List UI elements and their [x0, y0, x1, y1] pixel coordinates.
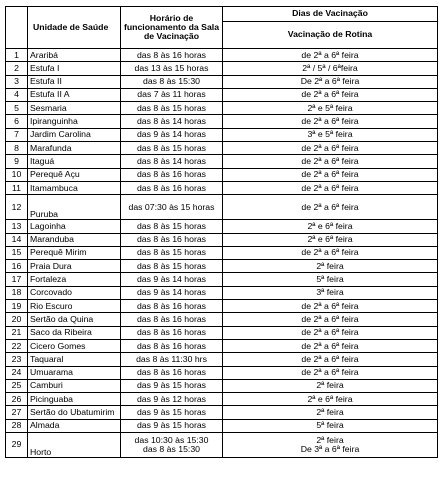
unit-name: Sesmaria — [28, 102, 121, 115]
table-row — [6, 286, 438, 299]
vaccination-days-line: De 3ª a 6ª feira — [300, 444, 360, 455]
operating-hours: das 8 às 15:30 — [121, 75, 223, 88]
operating-hours: das 8 às 15 horas — [121, 220, 223, 233]
unit-name: Lagoinha — [28, 220, 121, 233]
table-row — [6, 142, 438, 155]
vaccination-days: de 2ª a 6ª feira — [223, 339, 438, 352]
unit-name: Araribá — [28, 49, 121, 62]
operating-hours: das 8 às 16 horas — [121, 181, 223, 194]
vaccination-days: 2ª feira — [223, 406, 438, 419]
vaccination-days: 3ª feira — [223, 286, 438, 299]
row-number: 11 — [6, 181, 28, 194]
vaccination-days: De 2ª a 6ª feira — [223, 75, 438, 88]
vaccination-days: 3ª e 5ª feira — [223, 128, 438, 141]
unit-name: Sertão da Quina — [28, 313, 121, 326]
operating-hours: das 8 às 14 horas — [121, 115, 223, 128]
operating-hours: das 8 às 16 horas — [121, 168, 223, 181]
operating-hours-line: das 8 às 15:30 — [143, 444, 200, 455]
header-days: Vacinação de Rotina — [223, 22, 438, 49]
table-row — [6, 88, 438, 101]
row-number: 26 — [6, 393, 28, 406]
vaccination-days: 2ª feira — [223, 260, 438, 273]
row-number: 15 — [6, 246, 28, 259]
vaccination-days: 2ª feira — [223, 379, 438, 392]
vaccination-days: de 2ª a 6ª feira — [223, 142, 438, 155]
row-number: 1 — [6, 49, 28, 62]
unit-name: Corcovado — [28, 286, 121, 299]
table-row — [6, 273, 438, 286]
operating-hours: das 8 às 16 horas — [121, 326, 223, 339]
vaccination-days: de 2ª a 6ª feira — [223, 313, 438, 326]
unit-name: Praia Dura — [28, 260, 121, 273]
unit-name: Itamambuca — [28, 181, 121, 194]
vaccination-days: de 2ª a 6ª feira — [223, 246, 438, 259]
row-number: 10 — [6, 168, 28, 181]
vaccination-days — [223, 433, 438, 458]
table-row — [6, 128, 438, 141]
vaccination-days: de 2ª a 6ª feira — [223, 168, 438, 181]
table-row — [6, 353, 438, 366]
vaccination-schedule-table — [5, 6, 438, 458]
row-number: 16 — [6, 260, 28, 273]
operating-hours: das 8 às 16 horas — [121, 300, 223, 313]
unit-name: Estufa I — [28, 62, 121, 75]
operating-hours-line: das 10:30 às 15:30 — [134, 434, 209, 445]
operating-hours: das 9 às 14 horas — [121, 273, 223, 286]
row-number: 8 — [6, 142, 28, 155]
unit-name: Perequê Mirim — [28, 246, 121, 259]
row-number: 28 — [6, 419, 28, 432]
table-row — [6, 62, 438, 75]
row-number: 17 — [6, 273, 28, 286]
unit-name: Sertão do Ubatumirim — [28, 406, 121, 419]
operating-hours: das 8 às 15 horas — [121, 142, 223, 155]
vaccination-days: de 2ª a 6ª feira — [223, 195, 438, 220]
row-number: 27 — [6, 406, 28, 419]
table-row — [6, 246, 438, 259]
operating-hours: das 8 às 15 horas — [121, 246, 223, 259]
row-number: 22 — [6, 339, 28, 352]
vaccination-days: de 2ª a 6ª feira — [223, 88, 438, 101]
row-number: 24 — [6, 366, 28, 379]
table-row — [6, 326, 438, 339]
operating-hours: das 8 às 16 horas — [121, 49, 223, 62]
row-number: 6 — [6, 115, 28, 128]
operating-hours: das 9 às 15 horas — [121, 406, 223, 419]
table-row — [6, 195, 438, 220]
operating-hours: das 8 às 15 horas — [121, 102, 223, 115]
operating-hours: das 9 às 15 horas — [121, 419, 223, 432]
table-row — [6, 220, 438, 233]
vaccination-days-line: 2ª feira — [316, 434, 344, 445]
unit-name: Puruba — [28, 195, 121, 220]
unit-name: Ipiranguinha — [28, 115, 121, 128]
operating-hours: das 7 às 11 horas — [121, 88, 223, 101]
unit-name: Horto — [28, 433, 121, 458]
table-row — [6, 406, 438, 419]
operating-hours: das 07:30 às 15 horas — [121, 195, 223, 220]
row-number: 25 — [6, 379, 28, 392]
vaccination-days: 2ª e 6ª feira — [223, 220, 438, 233]
vaccination-days: de 2ª a 6ª feira — [223, 49, 438, 62]
table-row — [6, 419, 438, 432]
operating-hours: das 9 às 15 horas — [121, 379, 223, 392]
table-row — [6, 313, 438, 326]
unit-name: Almada — [28, 419, 121, 432]
unit-name: Cicero Gomes — [28, 339, 121, 352]
table-row — [6, 260, 438, 273]
row-number: 13 — [6, 220, 28, 233]
vaccination-days: 2ª e 6ª feira — [223, 233, 438, 246]
vaccination-days: 2ª e 6ª feira — [223, 393, 438, 406]
unit-name: Taquaral — [28, 353, 121, 366]
vaccination-days: de 2ª a 6ª feira — [223, 353, 438, 366]
vaccination-days: de 2ª a 6ª feira — [223, 366, 438, 379]
table-row — [6, 168, 438, 181]
header-number — [6, 7, 28, 49]
row-number: 23 — [6, 353, 28, 366]
unit-name: Picinguaba — [28, 393, 121, 406]
operating-hours: das 9 às 14 horas — [121, 286, 223, 299]
row-number: 5 — [6, 102, 28, 115]
table-row — [6, 379, 438, 392]
unit-name: Estufa II A — [28, 88, 121, 101]
unit-name: Marafunda — [28, 142, 121, 155]
unit-name: Umuarama — [28, 366, 121, 379]
table-row — [6, 75, 438, 88]
unit-name: Maranduba — [28, 233, 121, 246]
unit-name: Rio Escuro — [28, 300, 121, 313]
table-row — [6, 300, 438, 313]
table-row — [6, 339, 438, 352]
unit-name: Estufa II — [28, 75, 121, 88]
vaccination-days: de 2ª a 6ª feira — [223, 155, 438, 168]
header-days-group: Dias de Vacinação — [223, 7, 438, 22]
header-hours: Horário de funcionamento da Sala de Vacinação — [121, 7, 223, 49]
vaccination-days: de 2ª a 6ª feira — [223, 115, 438, 128]
row-number: 14 — [6, 233, 28, 246]
unit-name: Itaguá — [28, 155, 121, 168]
table-row — [6, 233, 438, 246]
unit-name: Camburi — [28, 379, 121, 392]
table-row — [6, 49, 438, 62]
operating-hours — [121, 433, 223, 458]
operating-hours: das 9 às 14 horas — [121, 128, 223, 141]
table-row — [6, 102, 438, 115]
vaccination-days: 2ª e 5ª feira — [223, 102, 438, 115]
unit-name: Jardim Carolina — [28, 128, 121, 141]
table-row — [6, 393, 438, 406]
vaccination-days: 5ª feira — [223, 273, 438, 286]
row-number: 21 — [6, 326, 28, 339]
row-number: 19 — [6, 300, 28, 313]
table-row — [6, 366, 438, 379]
operating-hours: das 8 às 15 horas — [121, 260, 223, 273]
vaccination-days: 2ª / 5ª / 6ªfeira — [223, 62, 438, 75]
vaccination-days: de 2ª a 6ª feira — [223, 300, 438, 313]
unit-name: Perequê Açu — [28, 168, 121, 181]
table-row — [6, 115, 438, 128]
vaccination-days: de 2ª a 6ª feira — [223, 326, 438, 339]
vaccination-days: 5ª feira — [223, 419, 438, 432]
operating-hours: das 8 às 16 horas — [121, 233, 223, 246]
row-number: 18 — [6, 286, 28, 299]
header-unit: Unidade de Saúde — [28, 7, 121, 49]
table-row — [6, 155, 438, 168]
row-number: 20 — [6, 313, 28, 326]
table-row — [6, 433, 438, 458]
row-number: 2 — [6, 62, 28, 75]
operating-hours: das 8 às 16 horas — [121, 366, 223, 379]
operating-hours: das 8 às 11:30 hrs — [121, 353, 223, 366]
row-number: 3 — [6, 75, 28, 88]
operating-hours: das 8 às 14 horas — [121, 155, 223, 168]
unit-name: Fortaleza — [28, 273, 121, 286]
operating-hours: das 9 às 12 horas — [121, 393, 223, 406]
operating-hours: das 13 às 15 horas — [121, 62, 223, 75]
table-row — [6, 181, 438, 194]
operating-hours: das 8 às 16 horas — [121, 313, 223, 326]
unit-name: Saco da Ribeira — [28, 326, 121, 339]
row-number: 29 — [6, 433, 28, 458]
row-number: 9 — [6, 155, 28, 168]
row-number: 7 — [6, 128, 28, 141]
operating-hours: das 8 às 16 horas — [121, 339, 223, 352]
vaccination-days: de 2ª a 6ª feira — [223, 181, 438, 194]
row-number: 12 — [6, 195, 28, 220]
row-number: 4 — [6, 88, 28, 101]
